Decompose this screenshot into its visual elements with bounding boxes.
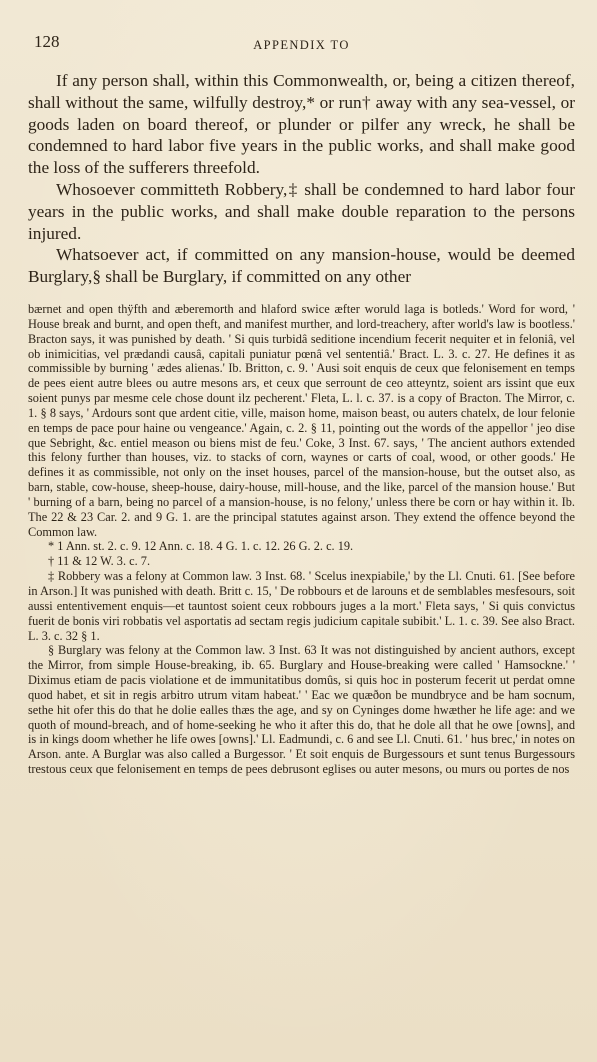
footnote-burglary: § Burglary was felony at the Common law. 3 Inst. 63 It was not distinguished by ancient authors, except the Mirror, from simple House-breaking, ib. 65. Burglary and House-breaking were called ' Hamsockne.' ' Diximus etiam de pacis violatione et de immunitatibus domûs, si quis hoc in posterum fecerit ut perdat omne quod habet, et sit in regis arbitro utrum vitam habeat.' ' Eac we quæðon be mundbryce and be ham socnum, sethe hit ofer this do that he dolie ealles thæs the age, and sy on Cyninges dome hwæther he life age: and we quoth of mound-breach, and of home-seeking he who it after this do, that he dole all that he owe [owns], and is in kings doom whether he life owes [owns].' Ll. Eadmundi, c. 6 and see Ll. Cnuti. 61. ' hus brec,' in notes on Arson. ante. A Burglar was also called a Burgessor. ' Et soit enquis de Burgessours et sunt tenus Burgessours trestous ceux que felonisement en temps de pees debrusont eglises ou auter mesons, ou murs ou portes de nos (28, 643, 575, 777)
main-text (28, 70, 575, 288)
page-header (28, 32, 575, 58)
footnotes (28, 302, 575, 777)
footnote-continued: bærnet and open thÿfth and æberemorth and hlaford swice æfter woruld laga is botleds.' Word for word, ' House break and burnt, and open theft, and manifest murther, and lord-treachery, after world's law is bootless.' Bracton says, it was punished by death. ' Si quis turbidâ seditione incendium fecerit nequiter et in feloniâ, vel ob inimicitias, vel prædandi causâ, capitali puniatur pœnâ vel sententiâ.' Bract. L. 3. c. 27. He defines it as commissible by burning ' ædes alienas.' Ib. Britton, c. 9. ' Ausi soit enquis de ceux que felonisement en temps de pees eient autre blees ou autre mesons ars, et ceux que serrount de ceo atteyntz, soient ars issint que eux soient punys par mesme cele chose dount ilz pecherent.' Fleta, L. l. c. 37. is a copy of Bracton. The Mirror, c. 1. § 8 says, ' Ardours sont que ardent citie, ville, maison home, maison beast, ou auters chatelx, de lour felonie en temps de pace pour haine ou vengeance.' Again, c. 2. § 11, pointing out the words of the appellor ' jeo dise que Sebright, &c. entiel meason ou biens mist de feu.' Coke, 3 Inst. 67. says, ' The ancient authors extended this felony further than houses, viz. to stacks of corn, waynes or carts of coal, wood, or other goods.' He defines it as commissible, not only on the inset houses, parcel of the mansion-house, but the outset also, as barn, stable, cow-house, sheep-house, dairy-house, mill-house, and the like, parcel of the mansion house.' But ' burning of a barn, being no parcel of a mansion-house, is no felony,' unless there be corn or hay within it. Ib. The 22 & 23 Car. 2. and 9 G. 1. are the principal statutes against arson. They extend the offence beyond the Common law. (28, 301, 575, 539)
paragraph-burglary: Whatsoever act, if committed on any mansion-house, would be deemed Burglary,§ shall be Burglary, if committed on any other (28, 245, 575, 287)
footnote-run: † 11 & 12 W. 3. c. 7. (48, 554, 151, 569)
running-head: APPENDIX TO (253, 38, 350, 52)
page-number: 128 (34, 32, 60, 51)
paragraph-wreck: If any person shall, within this Commonwealth, or, being a citizen thereof, shall without the same, wilfully destroy,* or run† away with any sea-vessel, or goods laden on board thereof, or plunder or pilfer any wreck, he shall be condemned to hard labor five years in the public works, and shall make good the loss of the sufferers threefold. (28, 71, 575, 178)
paragraph-robbery: Whosoever committeth Robbery,‡ shall be condemned to hard labor four years in the public works, and shall make double reparation to the persons injured. (28, 179, 575, 243)
footnote-destroy: * 1 Ann. st. 2. c. 9. 12 Ann. c. 18. 4 G. 1. c. 12. 26 G. 2. c. 19. (48, 539, 354, 554)
footnote-robbery: ‡ Robbery was a felony at Common law. 3 Inst. 68. ' Scelus inexpiabile,' by the Ll. Cnuti. 61. [See before in Arson.] It was punished with death. Britt c. 15, ' De robbours et de larouns et de semblables mesfesours, soit aussi ententivement enquis—et tauntost soient ceux robbours juges a la mort.' Fleta says, ' Si quis convictus fuerit de bonis viri robbatis vel asportatis ad sectam regis judicium capitale subibit.' L. 1. c. 39. See also Bract. L. 3. c. 32 § 1. (28, 569, 575, 643)
